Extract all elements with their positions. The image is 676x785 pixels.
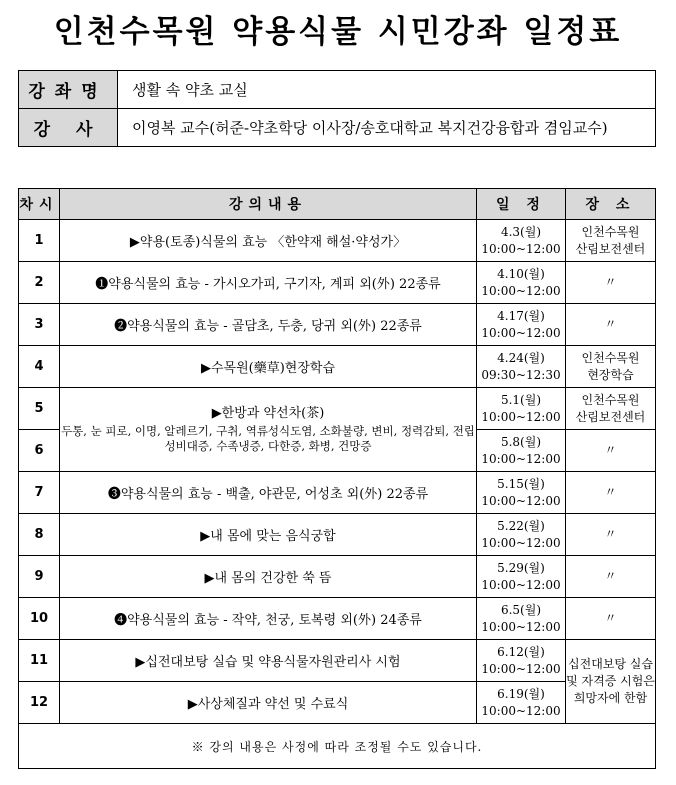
date-text: 4.3(월) — [500, 224, 542, 239]
session-date — [477, 472, 566, 514]
time-text: 10:00~12:00 — [481, 577, 561, 592]
session-number: 11 — [19, 640, 60, 682]
session-place: 인천수목원 산림보전센터 — [566, 220, 656, 262]
date-text: 6.5(월) — [500, 602, 542, 617]
date-text: 5.1(월) — [500, 392, 542, 407]
session-number: 1 — [19, 220, 60, 262]
schedule-table — [18, 188, 656, 769]
session-content: ▶십전대보탕 실습 및 약용식물자원관리사 시험 — [60, 640, 477, 682]
session-place: 인천수목원 산림보전센터 — [566, 388, 656, 430]
symptom-list: 두통, 눈 피로, 이명, 알레르기, 구취, 역류성식도염, 소화불량, 변비, 정력감퇴, 전립성비대증, 수족냉증, 다한증, 화병, 건망증 — [61, 424, 475, 453]
table-row — [19, 598, 656, 640]
note-row — [19, 724, 656, 769]
time-text: 10:00~12:00 — [481, 409, 561, 424]
date-text: 6.19(월) — [497, 686, 545, 701]
session-content: ❷약용식물의 효능 - 골담초, 두충, 당귀 외(外) 22종류 — [60, 304, 477, 346]
table-row — [19, 388, 656, 430]
course-value: 생활 속 약초 교실 — [118, 71, 656, 109]
date-text: 5.29(월) — [497, 560, 545, 575]
session-content: ▶내 몸의 건강한 쑥 뜸 — [60, 556, 477, 598]
table-row — [19, 640, 656, 682]
session-place: 〃 — [566, 472, 656, 514]
session-content-combined — [60, 388, 477, 472]
table-row — [19, 514, 656, 556]
date-text: 5.22(월) — [497, 518, 545, 533]
session-date — [477, 598, 566, 640]
session-place: 〃 — [566, 304, 656, 346]
header-place: 장 소 — [566, 189, 656, 220]
time-text: 09:30~12:30 — [481, 367, 561, 382]
date-text: 5.15(월) — [497, 476, 545, 491]
lecturer-label: 강 사 — [19, 109, 118, 147]
page-title: 인천수목원 약용식물 시민강좌 일정표 — [53, 14, 623, 50]
session-date — [477, 262, 566, 304]
time-text: 10:00~12:00 — [481, 493, 561, 508]
session-date — [477, 220, 566, 262]
header-date: 일 정 — [477, 189, 566, 220]
header-content: 강의내용 — [60, 189, 477, 220]
special-place-note: 십전대보탕 실습 및 자격증 시험은 희망자에 한함 — [566, 640, 656, 724]
course-info-table — [18, 70, 656, 147]
session-number: 8 — [19, 514, 60, 556]
session-number: 4 — [19, 346, 60, 388]
time-text: 10:00~12:00 — [481, 451, 561, 466]
session-content: ▶사상체질과 약선 및 수료식 — [60, 682, 477, 724]
date-text: 4.17(월) — [497, 308, 545, 323]
session-date — [477, 304, 566, 346]
session-place: 〃 — [566, 598, 656, 640]
time-text: 10:00~12:00 — [481, 661, 561, 676]
session-content: ❶약용식물의 효능 - 가시오가피, 구기자, 계피 외(外) 22종류 — [60, 262, 477, 304]
session-date — [477, 388, 566, 430]
session-place: 〃 — [566, 556, 656, 598]
table-row — [19, 472, 656, 514]
session-number: 2 — [19, 262, 60, 304]
schedule-note: ※ 강의 내용은 사정에 따라 조정될 수도 있습니다. — [19, 724, 656, 769]
time-text: 10:00~12:00 — [481, 325, 561, 340]
session-date — [477, 430, 566, 472]
session-date — [477, 346, 566, 388]
session-number: 12 — [19, 682, 60, 724]
session-place: 〃 — [566, 262, 656, 304]
session-date — [477, 514, 566, 556]
time-text: 10:00~12:00 — [481, 283, 561, 298]
time-text: 10:00~12:00 — [481, 619, 561, 634]
table-row — [19, 556, 656, 598]
session-content: ▶내 몸에 맞는 음식궁합 — [60, 514, 477, 556]
session-content: ▶약용(토종)식물의 효능 〈한약재 해설·약성가〉 — [60, 220, 477, 262]
table-row — [19, 220, 656, 262]
header-no: 차시 — [19, 189, 60, 220]
session-content: ▶한방과 약선차(茶) — [211, 406, 325, 421]
table-row — [19, 682, 656, 724]
session-number: 7 — [19, 472, 60, 514]
course-row — [19, 71, 656, 109]
session-place: 〃 — [566, 430, 656, 472]
time-text: 10:00~12:00 — [481, 703, 561, 718]
table-row — [19, 304, 656, 346]
course-label: 강좌명 — [19, 71, 118, 109]
session-number: 9 — [19, 556, 60, 598]
session-number: 5 — [19, 388, 60, 430]
session-date — [477, 640, 566, 682]
table-row — [19, 346, 656, 388]
session-date — [477, 682, 566, 724]
session-number: 6 — [19, 430, 60, 472]
session-content: ❹약용식물의 효능 - 작약, 천궁, 토복령 외(外) 24종류 — [60, 598, 477, 640]
date-text: 4.24(월) — [497, 350, 545, 365]
session-place: 〃 — [566, 514, 656, 556]
time-text: 10:00~12:00 — [481, 535, 561, 550]
session-date — [477, 556, 566, 598]
table-row — [19, 262, 656, 304]
lecturer-row — [19, 109, 656, 147]
schedule-header-row — [19, 189, 656, 220]
session-number: 3 — [19, 304, 60, 346]
session-content: ▶수목원(藥草)현장학습 — [60, 346, 477, 388]
session-content: ❸약용식물의 효능 - 백출, 야관문, 어성초 외(外) 22종류 — [60, 472, 477, 514]
date-text: 5.8(월) — [500, 434, 542, 449]
session-place: 인천수목원 현장학습 — [566, 346, 656, 388]
date-text: 6.12(월) — [497, 644, 545, 659]
session-number: 10 — [19, 598, 60, 640]
time-text: 10:00~12:00 — [481, 241, 561, 256]
lecturer-value: 이영복 교수(허준-약초학당 이사장/송호대학교 복지건강융합과 겸임교수) — [118, 109, 656, 147]
date-text: 4.10(월) — [497, 266, 545, 281]
